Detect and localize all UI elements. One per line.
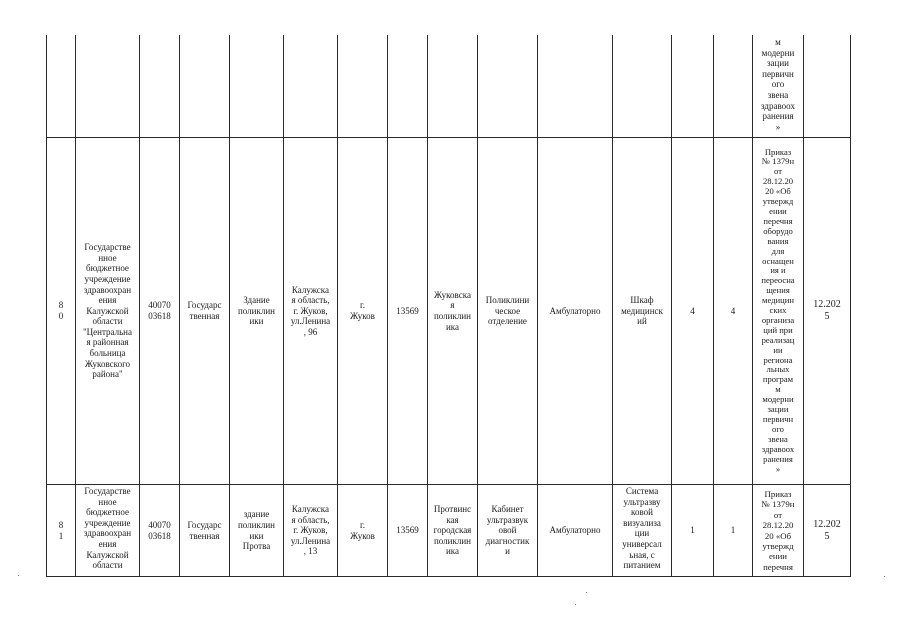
legal-basis-cell-continued: м модерни зации первичн ого звена здравоох ранения » <box>761 37 795 132</box>
quantity-cell: 4 <box>730 305 736 316</box>
building-cell: Здание поликлин ики <box>237 295 275 327</box>
inn-cell: 40070 03618 <box>148 519 171 541</box>
table-bottom-edge <box>46 576 851 577</box>
quantity-cell: 1 <box>690 525 695 536</box>
date-cell: 12.202 5 <box>813 518 841 542</box>
code-cell: 13569 <box>396 525 419 536</box>
equipment-cell: Система ультразву ковой визуализа ции универсал ьная, с питанием <box>622 486 662 571</box>
building-cell: здание поликлин ики Протва <box>237 509 275 552</box>
city-cell: г. Жуков <box>350 519 375 541</box>
date-cell: 12.202 5 <box>813 299 841 322</box>
department-cell: Жуковска я поликлин ика <box>433 289 471 332</box>
row-number-cell: 8 0 <box>58 300 64 321</box>
ownership-cell: Государс твенная <box>187 519 222 541</box>
address-cell: Калужска я область, г. Жуков, ул.Ленина , 13 <box>290 504 331 557</box>
table-border-right <box>850 35 851 576</box>
institution-cell: Государстве нное бюджетное учреждение здравоохран ения Калужской области "Центральна я районная больница Жуковского района" <box>82 242 132 380</box>
address-cell: Калужска я область, г. Жуков, ул.Ленина , 96 <box>290 284 331 337</box>
scan-speck <box>575 604 576 605</box>
scan-speck <box>586 592 587 593</box>
department-cell: Протвинс кая городская поликлин ика <box>433 504 472 557</box>
scan-speck <box>18 575 19 576</box>
legal-basis-cell: Приказ № 1379н от 28.12.20 20 «Об утвержд ении перечня оборудо вания для оснащен ия и переосна щения медицин ских организа ций при реализац ии региона льных програм м модерни зации первичн ого звена здравоох ранения » <box>761 146 795 474</box>
quantity-cell: 4 <box>690 305 695 316</box>
equipment-cell: Шкаф медицинск ий <box>621 295 663 327</box>
row-number-cell: 8 1 <box>58 519 64 541</box>
legal-basis-cell: Приказ № 1379н от 28.12.20 20 «Об утвержд ении перечня <box>761 489 795 572</box>
unit-cell: Кабинет ультразвук овой диагностик и <box>485 504 530 557</box>
ownership-cell: Государс твенная <box>187 300 222 321</box>
care-type-cell: Амбулаторно <box>549 525 601 536</box>
code-cell: 13569 <box>396 305 419 316</box>
inn-cell: 40070 03618 <box>148 300 171 321</box>
city-cell: г. Жуков <box>350 300 375 321</box>
quantity-cell: 1 <box>730 525 736 536</box>
care-type-cell: Амбулаторно <box>549 305 601 316</box>
unit-cell: Поликлини ческое отделение <box>485 295 530 327</box>
scan-speck <box>884 576 885 577</box>
institution-cell: Государстве нное бюджетное учреждение здравоохран ения Калужской области <box>83 486 132 571</box>
